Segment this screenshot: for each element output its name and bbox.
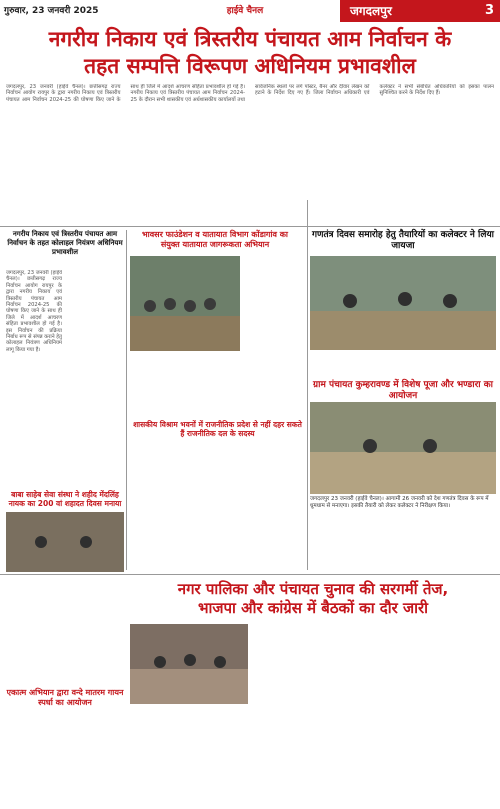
crowd-photo-icon (310, 256, 496, 350)
main-story-body (6, 84, 494, 224)
left-story1-col1 (6, 270, 62, 480)
collector-inspection-photo (310, 256, 496, 350)
right-story2-caption: जगदलपुर 23 जनवरी (हाईवे चैनल)। आगामी 26 जनवरी को देश गणतंत्र दिवस के रूप में धूमधाम से मनाएगा। इसकी तैयारी को लेकर कलेक्टर ने निरीक्षण किया। (310, 496, 489, 509)
left-story1-col2 (66, 270, 124, 480)
bottom-story-body (130, 706, 496, 806)
party-meeting-photo (130, 624, 248, 704)
publication-name: हाईवे चैनल (150, 0, 340, 22)
middle-story2-body (130, 445, 305, 570)
right-story1-headline: गणतंत्र दिवस समारोह हेतु तैयारियों का कलेक्टर ने लिया जायजा (311, 230, 495, 251)
traffic-awareness-photo (130, 256, 240, 351)
group-photo-icon (130, 256, 240, 351)
meeting-photo-icon (130, 624, 248, 704)
section-city (340, 0, 500, 22)
middle-story1-body (130, 355, 240, 407)
middle-story1-headline: भावसर फाउंडेशन व यातायात विभाग कोंडागांव का संयुक्त यातायात जागरूकता अभियान (142, 230, 288, 249)
middle-story1-col (245, 256, 305, 406)
gathering-photo-icon (310, 402, 496, 494)
main-headline-line2: तहत सम्पत्ति विरूपण अधिनियम प्रभावशील (84, 54, 416, 78)
section-divider (0, 226, 500, 227)
main-story-text: जगदलपुर, 23 जनवरी (हाईवे चैनल)। छत्तीसगढ़ राज्य निर्वाचन आयोग रायपुर के द्वारा नगरीय निकाय एवं त्रिस्तरीय पंचायत आम निर्वाचन 2024-25 की घोषणा किए जाने के साथ ही जिले में आदर्श आचरण संहिता प्रभावशील हो गई है। नगरीय निकाय एवं त्रिस्तरीय पंचायत आम निर्वाचन 2024-25 के दौरान सभी शासकीय एवं अर्धशासकीय कार्यालयों तथा सार्वजनिक स्थलों पर लगे पोस्टर, बैनर और दीवार लेखन को हटाने के निर्देश दिए गए हैं। जिला निर्वाचन अधिकारी एवं कलेक्टर ने सभी संबंधित अधिकारियों को इसका पालन सुनिश्चित करने के निर्देश दिए हैं। (6, 84, 494, 103)
puja-bhandara-photo (310, 402, 496, 494)
right-story2-headline: ग्राम पंचायत कुम्हरावण्ड में विशेष पूजा और भण्डारा का आयोजन (313, 380, 493, 401)
column-rule-2 (307, 200, 308, 570)
middle-story2-headline: शासकीय विश्राम भवनों में राजनीतिक प्रदेश से नहीं दहर सकते हैं राजनीतिक दल के सदस्य (133, 420, 302, 438)
section-city-label: जगदलपुर (350, 4, 392, 18)
column-rule (126, 230, 127, 570)
issue-date: गुरुवार, 23 जनवरी 2025 (0, 0, 150, 22)
left-story3-headline: एकात्म अभियान द्वारा वन्दे मातरम गायन स्पर्धा का आयोजन (6, 688, 124, 707)
main-headline-line1: नगरीय निकाय एवं त्रिस्तरीय पंचायत आम निर्वाचन के (48, 27, 452, 51)
bottom-headline-line1: नगर पालिका और पंचायत चुनाव की सरगर्मी तेज, (177, 580, 449, 598)
left-story2-headline: बाबा साहेब सेवा संस्था ने शहीद मेंदलिंह नायक का 200 वां शहादत दिवस मनाया (8, 490, 122, 508)
bottom-divider (0, 574, 500, 575)
bottom-headline (130, 580, 496, 618)
event-photo-icon (6, 512, 124, 572)
martyr-day-photo (6, 512, 124, 572)
left-story1-headline: नगरीय निकाय एवं त्रिस्तरीय पंचायत आम निर्वाचन के तहत कोलाहल नियंत्रण अधिनियम प्रभावशील (7, 230, 123, 256)
main-headline (0, 26, 500, 80)
left-story3-body (6, 712, 124, 807)
bottom-story-col (252, 624, 496, 704)
left-story1-text: जगदलपुर, 23 जनवरी (हाईवे चैनल)। छत्तीसगढ़ राज्य निर्वाचन आयोग रायपुर के द्वारा नगरीय निकाय एवं त्रिस्तरीय पंचायत आम निर्वाचन 2024-25 की घोषणा किए जाने के साथ ही जिले में आदर्श आचरण संहिता प्रभावशील हो गई है। इस निर्वाचन की प्रक्रिया निर्बाध रूप से संपन्न कराने हेतु कोलाहल नियंत्रण अधिनियम लागू किया गया है। (6, 270, 62, 353)
masthead (0, 0, 500, 22)
page-number: 3 (484, 3, 494, 18)
left-story2-body (6, 578, 124, 684)
bottom-headline-line2: भाजपा और कांग्रेस में बैठकों का दौर जारी (197, 599, 429, 617)
